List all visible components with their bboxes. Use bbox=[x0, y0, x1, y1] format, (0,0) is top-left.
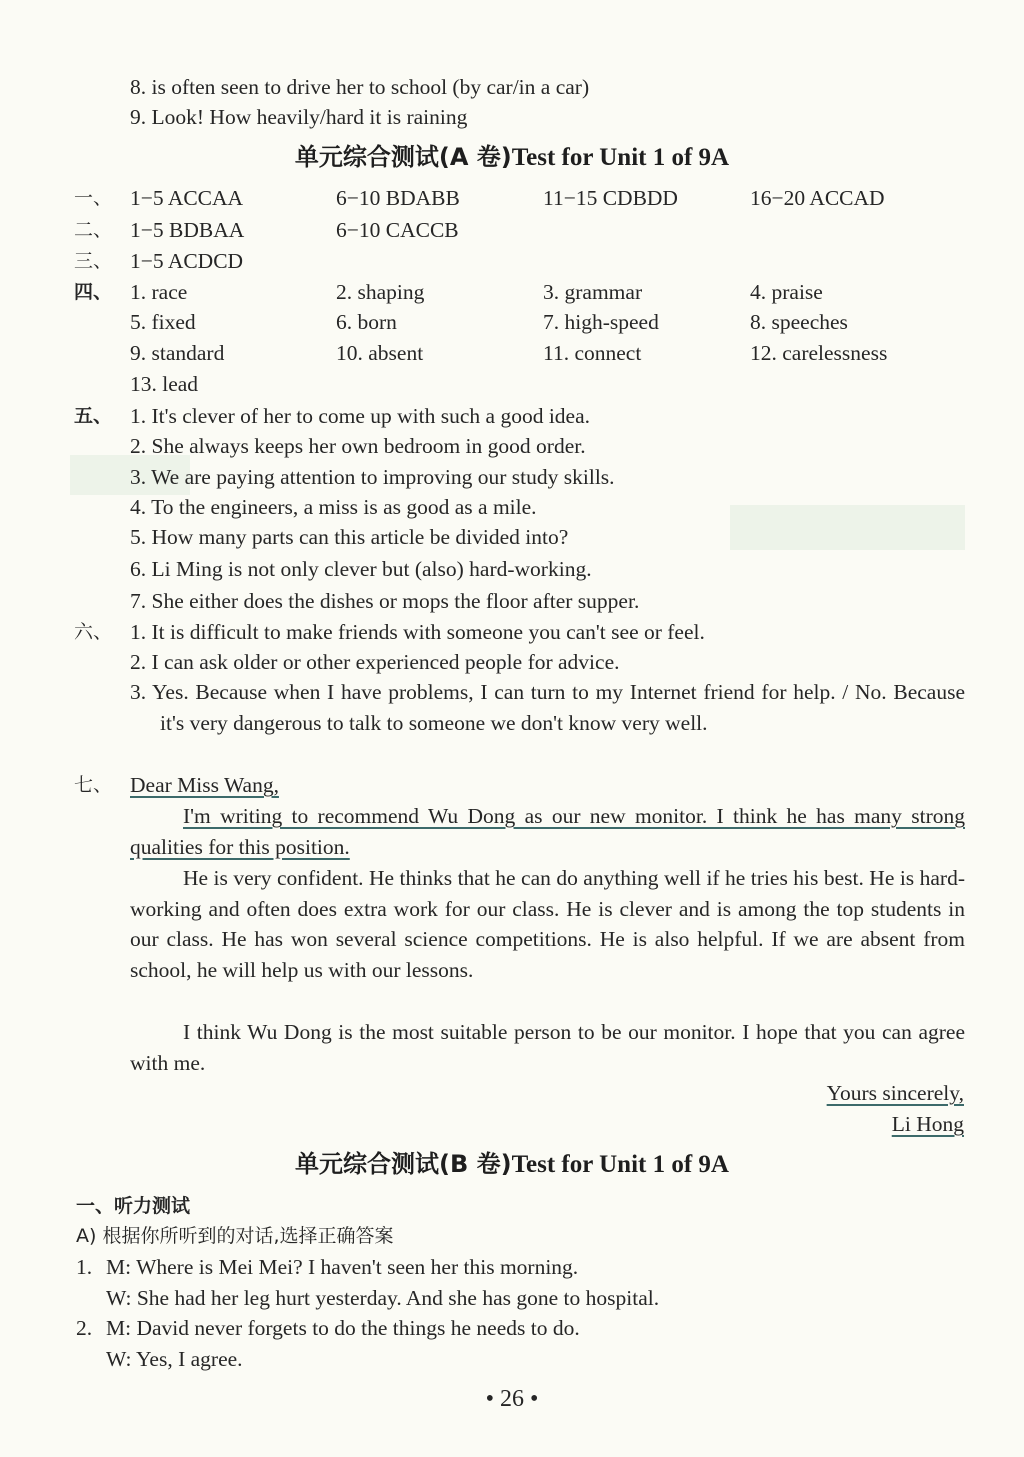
part-7-marker: 七、 bbox=[74, 774, 113, 796]
sentence-answer: 4. To the engineers, a miss is as good as a mile. bbox=[130, 495, 537, 519]
section-a-title-cn: 单元综合测试(A 卷) bbox=[294, 143, 512, 171]
question-answer: 1. It is difficult to make friends with someone you can't see or feel. bbox=[130, 620, 705, 644]
dialogue-m-line: M: David never forgets to do the things he needs to do. bbox=[106, 1316, 580, 1340]
answer-line-9: 9. Look! How heavily/hard it is raining bbox=[130, 105, 468, 129]
word-answer: 9. standard bbox=[130, 341, 225, 365]
letter-body-2: I think Wu Dong is the most suitable person to be our monitor. I hope that you can agree with me. bbox=[130, 1020, 965, 1075]
letter-closing: Yours sincerely, bbox=[826, 1081, 964, 1105]
bleed-through-box bbox=[730, 505, 965, 550]
word-answer: 11. connect bbox=[543, 341, 642, 365]
section-a-title-en: Test for Unit 1 of 9A bbox=[511, 144, 730, 171]
word-answer: 3. grammar bbox=[543, 280, 643, 304]
dialogue-w-line: W: She had her leg hurt yesterday. And she has gone to hospital. bbox=[106, 1286, 660, 1310]
letter-opening-text: I'm writing to recommend Wu Dong as our new monitor. I think he has many strong qualities for this position. bbox=[130, 804, 965, 859]
letter-salutation: Dear Miss Wang, bbox=[130, 773, 279, 797]
section-b-title-cn: 单元综合测试(B 卷) bbox=[295, 1150, 512, 1178]
word-answer: 4. praise bbox=[750, 280, 823, 304]
sentence-answer: 7. She either does the dishes or mops the floor after supper. bbox=[130, 589, 640, 613]
part-3-marker: 三、 bbox=[74, 250, 113, 272]
word-answer: 12. carelessness bbox=[750, 341, 888, 365]
word-answer: 7. high-speed bbox=[543, 310, 659, 334]
section-b-title bbox=[0, 1148, 1024, 1181]
question-answer-text: 3. Yes. Because when I have problems, I can turn to my Internet friend for help. / No. Because it's very dangerous to talk to someone we don't know very well. bbox=[130, 680, 965, 735]
part-6-marker: 六、 bbox=[74, 621, 113, 643]
page-number: • 26 • bbox=[485, 1386, 539, 1412]
answer-group: 6−10 BDABB bbox=[336, 186, 460, 210]
answer-group: 1−5 ACCAA bbox=[130, 186, 244, 210]
section-b-title-en: Test for Unit 1 of 9A bbox=[511, 1151, 729, 1178]
sentence-answer: 1. It's clever of her to come up with such a good idea. bbox=[130, 404, 591, 428]
question-answer-long bbox=[130, 677, 965, 738]
word-answer: 1. race bbox=[130, 280, 188, 304]
answer-line-8: 8. is often seen to drive her to school (by car/in a car) bbox=[130, 75, 590, 99]
dialogue-m-line: M: Where is Mei Mei? I haven't seen her this morning. bbox=[106, 1255, 579, 1279]
part-5-marker: 五、 bbox=[74, 405, 113, 427]
word-answer: 5. fixed bbox=[130, 310, 196, 334]
letter-opening bbox=[130, 801, 965, 862]
dialogue-number: 2. bbox=[76, 1316, 93, 1340]
answer-group: 6−10 CACCB bbox=[336, 218, 459, 242]
sentence-answer: 2. She always keeps her own bedroom in good order. bbox=[130, 434, 586, 458]
word-answer: 2. shaping bbox=[336, 280, 425, 304]
letter-signature: Li Hong bbox=[891, 1112, 964, 1136]
part-4-marker: 四、 bbox=[74, 281, 113, 303]
answer-group: 16−20 ACCAD bbox=[750, 186, 885, 210]
sentence-answer: 6. Li Ming is not only clever but (also) hard-working. bbox=[130, 557, 592, 581]
dialogue-w-line: W: Yes, I agree. bbox=[106, 1347, 243, 1371]
letter-body-1: He is very confident. He thinks that he can do anything well if he tries his best. He is hard-working and often does extra work for our class. He is clever and is among the top students in our class. He has won several science competitions. He is also helpful. If we are absent from school, he will help us with our lessons. bbox=[130, 866, 965, 983]
part-1-marker: 一、 bbox=[74, 187, 113, 209]
word-answer: 6. born bbox=[336, 310, 397, 334]
sentence-answer: 5. How many parts can this article be divided into? bbox=[130, 525, 569, 549]
word-answer: 10. absent bbox=[336, 341, 424, 365]
word-answer: 8. speeches bbox=[750, 310, 848, 334]
answer-group: 1−5 ACDCD bbox=[130, 249, 244, 273]
question-answer: 2. I can ask older or other experienced people for advice. bbox=[130, 650, 620, 674]
answer-group: 11−15 CDBDD bbox=[543, 186, 678, 210]
section-a-title bbox=[0, 141, 1024, 174]
part-2-marker: 二、 bbox=[74, 219, 113, 241]
answer-group: 1−5 BDBAA bbox=[130, 218, 245, 242]
listening-test-heading: 一、听力测试 bbox=[76, 1195, 191, 1217]
listening-part-a-instruction: A) 根据你所听到的对话,选择正确答案 bbox=[76, 1225, 394, 1247]
word-answer: 13. lead bbox=[130, 372, 199, 396]
dialogue-number: 1. bbox=[76, 1255, 93, 1279]
sentence-answer: 3. We are paying attention to improving our study skills. bbox=[130, 465, 615, 489]
